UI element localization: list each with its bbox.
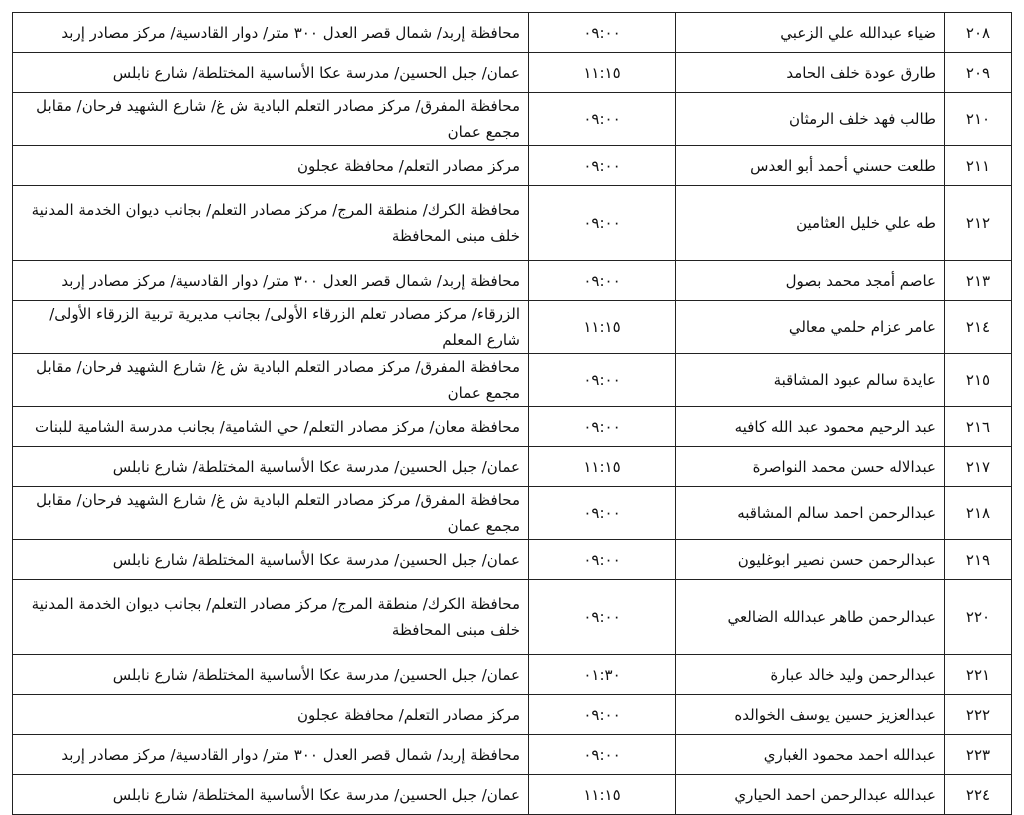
row-number: ٢١٠ xyxy=(945,93,1012,146)
person-name: عبدالرحمن وليد خالد عبارة xyxy=(676,655,945,695)
row-number: ٢١٨ xyxy=(945,487,1012,540)
row-number: ٢٢٠ xyxy=(945,580,1012,655)
table-row xyxy=(13,580,1012,655)
row-number: ٢٢٣ xyxy=(945,735,1012,775)
person-name: طلعت حسني أحمد أبو العدس xyxy=(676,146,945,186)
exam-time: ١١:١٥ xyxy=(529,53,676,93)
exam-location: عمان/ جبل الحسين/ مدرسة عكا الأساسية المختلطة/ شارع نابلس xyxy=(13,447,529,487)
exam-location: محافظة إربد/ شمال قصر العدل ٣٠٠ متر/ دوار القادسية/ مركز مصادر إربد xyxy=(13,735,529,775)
exam-time: ٠٩:٠٠ xyxy=(529,146,676,186)
row-number: ٢١٤ xyxy=(945,301,1012,354)
row-number: ٢٢١ xyxy=(945,655,1012,695)
table-row xyxy=(13,487,1012,540)
row-number: ٢١٦ xyxy=(945,407,1012,447)
row-number: ٢٢٢ xyxy=(945,695,1012,735)
exam-location: محافظة المفرق/ مركز مصادر التعلم البادية ش غ/ شارع الشهيد فرحان/ مقابل مجمع عمان xyxy=(13,93,529,146)
row-number: ٢٠٩ xyxy=(945,53,1012,93)
exam-location: محافظة إربد/ شمال قصر العدل ٣٠٠ متر/ دوار القادسية/ مركز مصادر إربد xyxy=(13,261,529,301)
person-name: عبدالرحمن طاهر عبدالله الضالعي xyxy=(676,580,945,655)
table-row xyxy=(13,775,1012,815)
row-number: ٢٢٤ xyxy=(945,775,1012,815)
exam-location: الزرقاء/ مركز مصادر تعلم الزرقاء الأولى/ بجانب مديرية تربية الزرقاء الأولى/ شارع المعلم xyxy=(13,301,529,354)
person-name: عبدالله احمد محمود الغباري xyxy=(676,735,945,775)
person-name: عبدالرحمن احمد سالم المشاقبه xyxy=(676,487,945,540)
person-name: عبدالله عبدالرحمن احمد الحياري xyxy=(676,775,945,815)
exam-location: عمان/ جبل الحسين/ مدرسة عكا الأساسية المختلطة/ شارع نابلس xyxy=(13,53,529,93)
exam-location: عمان/ جبل الحسين/ مدرسة عكا الأساسية المختلطة/ شارع نابلس xyxy=(13,775,529,815)
row-number: ٢٠٨ xyxy=(945,13,1012,53)
exam-time: ٠٩:٠٠ xyxy=(529,261,676,301)
person-name: طالب فهد خلف الرمثان xyxy=(676,93,945,146)
table-row xyxy=(13,695,1012,735)
table-row xyxy=(13,186,1012,261)
exam-time: ١١:١٥ xyxy=(529,301,676,354)
exam-location: محافظة معان/ مركز مصادر التعلم/ حي الشامية/ بجانب مدرسة الشامية للبنات xyxy=(13,407,529,447)
table-row xyxy=(13,146,1012,186)
exam-time: ٠٩:٠٠ xyxy=(529,93,676,146)
person-name: طه علي خليل العثامين xyxy=(676,186,945,261)
table-row xyxy=(13,735,1012,775)
exam-time: ٠٩:٠٠ xyxy=(529,487,676,540)
person-name: طارق عودة خلف الحامد xyxy=(676,53,945,93)
exam-time: ٠٩:٠٠ xyxy=(529,540,676,580)
person-name: عامر عزام حلمي معالي xyxy=(676,301,945,354)
exam-location: مركز مصادر التعلم/ محافظة عجلون xyxy=(13,146,529,186)
table-row xyxy=(13,93,1012,146)
exam-location: محافظة المفرق/ مركز مصادر التعلم البادية ش غ/ شارع الشهيد فرحان/ مقابل مجمع عمان xyxy=(13,487,529,540)
exam-location: محافظة الكرك/ منطقة المرج/ مركز مصادر التعلم/ بجانب ديوان الخدمة المدنية خلف مبنى المحافظة xyxy=(13,580,529,655)
exam-time: ٠٩:٠٠ xyxy=(529,695,676,735)
exam-location: عمان/ جبل الحسين/ مدرسة عكا الأساسية المختلطة/ شارع نابلس xyxy=(13,655,529,695)
table-row xyxy=(13,407,1012,447)
exam-time: ٠٩:٠٠ xyxy=(529,407,676,447)
person-name: عبدالاله حسن محمد النواصرة xyxy=(676,447,945,487)
table-row xyxy=(13,540,1012,580)
exam-location: محافظة إربد/ شمال قصر العدل ٣٠٠ متر/ دوار القادسية/ مركز مصادر إربد xyxy=(13,13,529,53)
exam-time: ٠٩:٠٠ xyxy=(529,354,676,407)
exam-location: عمان/ جبل الحسين/ مدرسة عكا الأساسية المختلطة/ شارع نابلس xyxy=(13,540,529,580)
table-row xyxy=(13,301,1012,354)
exam-time: ٠٩:٠٠ xyxy=(529,13,676,53)
exam-location: مركز مصادر التعلم/ محافظة عجلون xyxy=(13,695,529,735)
exam-location: محافظة الكرك/ منطقة المرج/ مركز مصادر التعلم/ بجانب ديوان الخدمة المدنية خلف مبنى المحافظة xyxy=(13,186,529,261)
person-name: عاصم أمجد محمد بصول xyxy=(676,261,945,301)
person-name: عبدالعزيز حسين يوسف الخوالده xyxy=(676,695,945,735)
schedule-table xyxy=(12,12,1012,815)
row-number: ٢١٩ xyxy=(945,540,1012,580)
table-row xyxy=(13,655,1012,695)
exam-time: ١١:١٥ xyxy=(529,447,676,487)
table-row xyxy=(13,261,1012,301)
person-name: عبد الرحيم محمود عبد الله كافيه xyxy=(676,407,945,447)
row-number: ٢١٧ xyxy=(945,447,1012,487)
exam-time: ٠١:٣٠ xyxy=(529,655,676,695)
exam-time: ١١:١٥ xyxy=(529,775,676,815)
row-number: ٢١٢ xyxy=(945,186,1012,261)
person-name: عايدة سالم عبود المشاقبة xyxy=(676,354,945,407)
exam-time: ٠٩:٠٠ xyxy=(529,735,676,775)
table-row xyxy=(13,447,1012,487)
table-row xyxy=(13,53,1012,93)
table-row xyxy=(13,13,1012,53)
exam-location: محافظة المفرق/ مركز مصادر التعلم البادية ش غ/ شارع الشهيد فرحان/ مقابل مجمع عمان xyxy=(13,354,529,407)
table-row xyxy=(13,354,1012,407)
row-number: ٢١١ xyxy=(945,146,1012,186)
person-name: عبدالرحمن حسن نصير ابوغليون xyxy=(676,540,945,580)
exam-time: ٠٩:٠٠ xyxy=(529,186,676,261)
row-number: ٢١٣ xyxy=(945,261,1012,301)
row-number: ٢١٥ xyxy=(945,354,1012,407)
person-name: ضياء عبدالله علي الزعبي xyxy=(676,13,945,53)
exam-time: ٠٩:٠٠ xyxy=(529,580,676,655)
